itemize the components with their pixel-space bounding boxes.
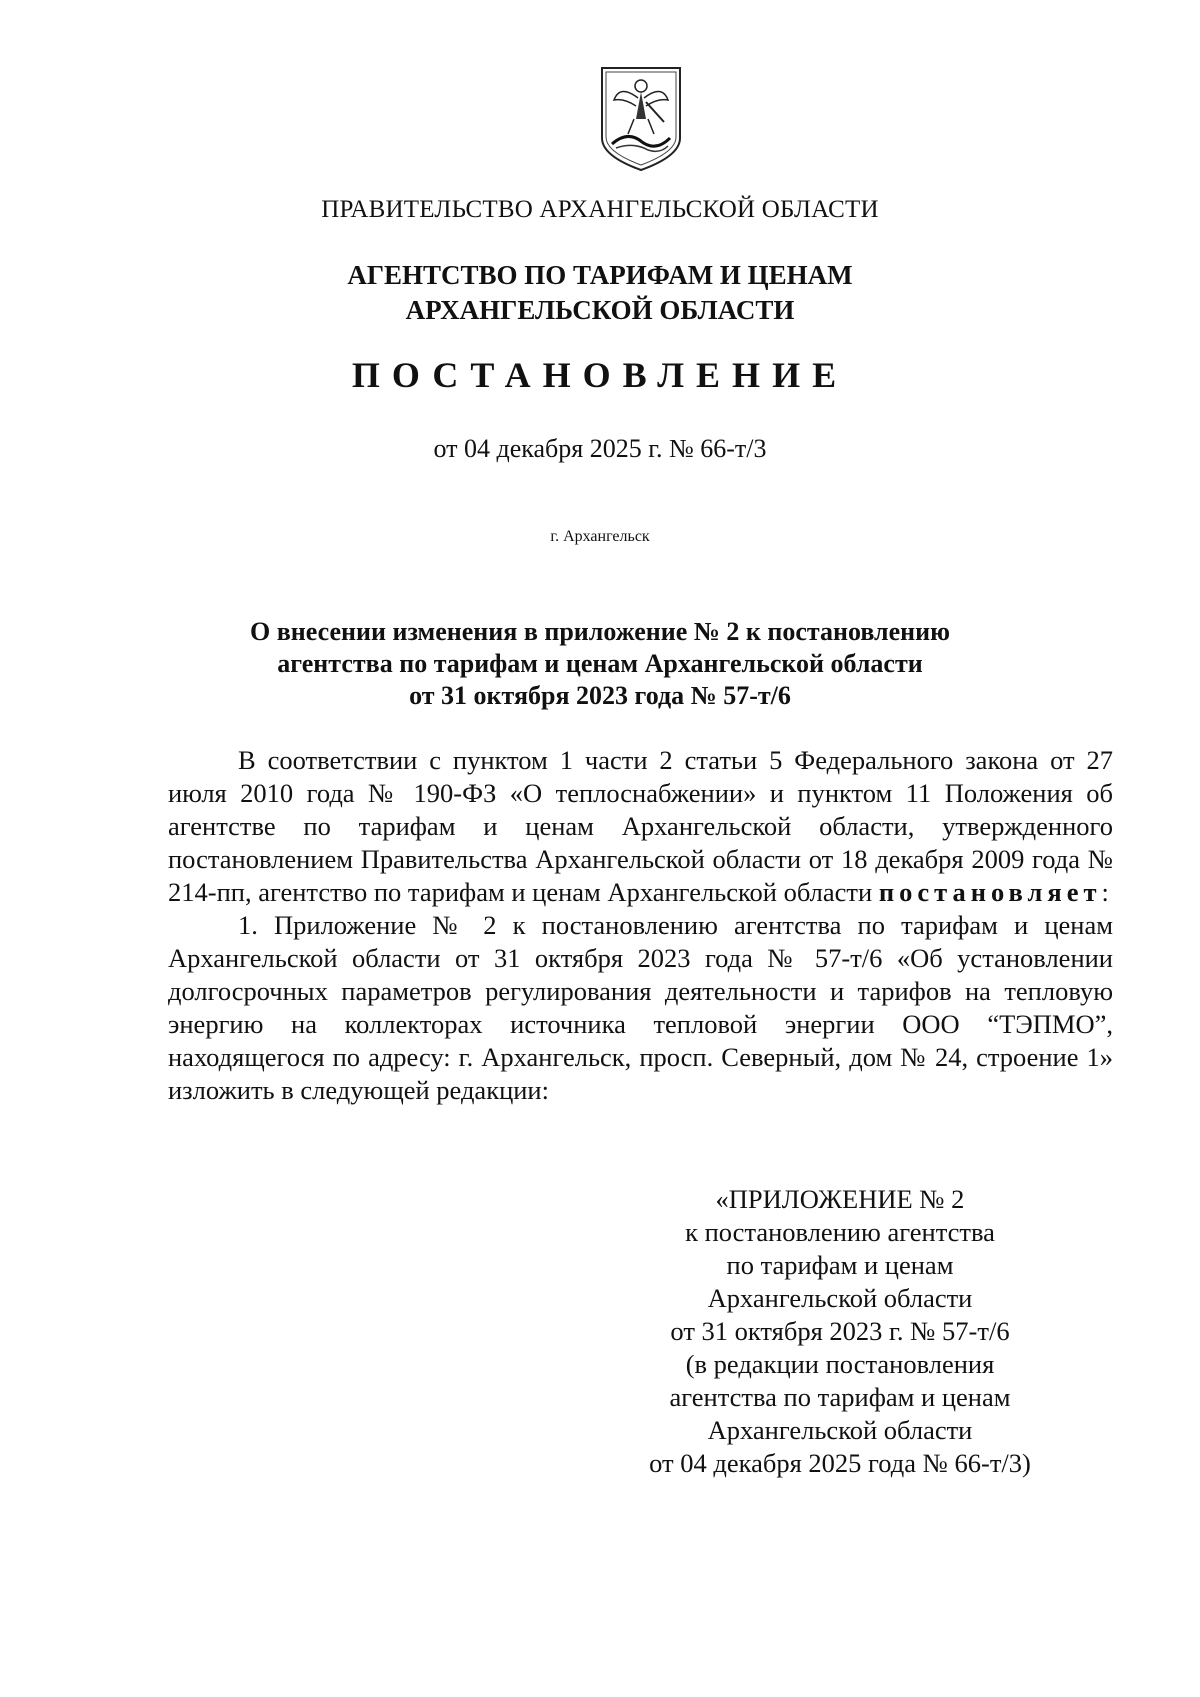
subject-line-2: агентства по тарифам и ценам Архангельской области: [277, 649, 923, 678]
government-name: ПРАВИТЕЛЬСТВО АРХАНГЕЛЬСКОЙ ОБЛАСТИ: [321, 196, 879, 223]
paragraph-1-end: :: [1101, 877, 1109, 907]
appendix-line: Архангельской области: [707, 1283, 973, 1313]
document-city: г. Архангельск: [550, 528, 650, 545]
paragraph-1-text: В соответствии с пунктом 1 части 2 статьи 5 Федерального закона от 27 июля 2010 года № 190-ФЗ «О теплоснабжении» и пунктом 11 Положения об агентстве по тарифам и ценам Архангельской области, утвержденного постановлением Правительства Архангельской области от 18 декабря 2009 года № 214-пп, агентство по тарифам и ценам Архангельской области: [168, 745, 1113, 907]
agency-name-line-2: АРХАНГЕЛЬСКОЙ ОБЛАСТИ: [405, 295, 795, 325]
subject-line-3: от 31 октября 2023 года № 57-т/6: [409, 681, 791, 710]
paragraph-1-emphasis: постановляет: [878, 877, 1102, 907]
document-subject: [0, 616, 1200, 712]
agency-name: [0, 258, 1200, 328]
document-date-number: от 04 декабря 2025 г. № 66-т/3: [433, 434, 767, 463]
appendix-heading: [620, 1183, 1060, 1480]
coat-of-arms-icon: [598, 64, 684, 174]
appendix-line: (в редакции постановления: [685, 1349, 995, 1379]
agency-name-line-1: АГЕНТСТВО ПО ТАРИФАМ И ЦЕНАМ: [347, 260, 853, 290]
document-body: [168, 744, 1113, 1107]
appendix-line: к постановлению агентства: [685, 1217, 995, 1247]
subject-line-1: О внесении изменения в приложение № 2 к постановлению: [250, 617, 950, 646]
appendix-line: «ПРИЛОЖЕНИЕ № 2: [715, 1184, 965, 1214]
appendix-line: агентства по тарифам и ценам: [669, 1382, 1011, 1412]
body-paragraph-1: [168, 744, 1113, 909]
appendix-line: по тарифам и ценам: [726, 1250, 954, 1280]
body-paragraph-2: 1. Приложение № 2 к постановлению агентства по тарифам и ценам Архангельской области от 31 октября 2023 года № 57-т/6 «Об установлении долгосрочных параметров регулирования деятельности и тарифов на тепловую энергию на коллекторах источника тепловой энергии ООО “ТЭПМО”, находящегося по адресу: г. Архангельск, просп. Северный, дом № 24, строение 1» изложить в следующей редакции:: [168, 910, 1113, 1105]
appendix-line: Архангельской области: [707, 1415, 973, 1445]
appendix-line: от 04 декабря 2025 года № 66-т/3): [649, 1448, 1031, 1478]
document-type: ПОСТАНОВЛЕНИЕ: [351, 355, 849, 395]
appendix-line: от 31 октября 2023 г. № 57-т/6: [670, 1316, 1010, 1346]
